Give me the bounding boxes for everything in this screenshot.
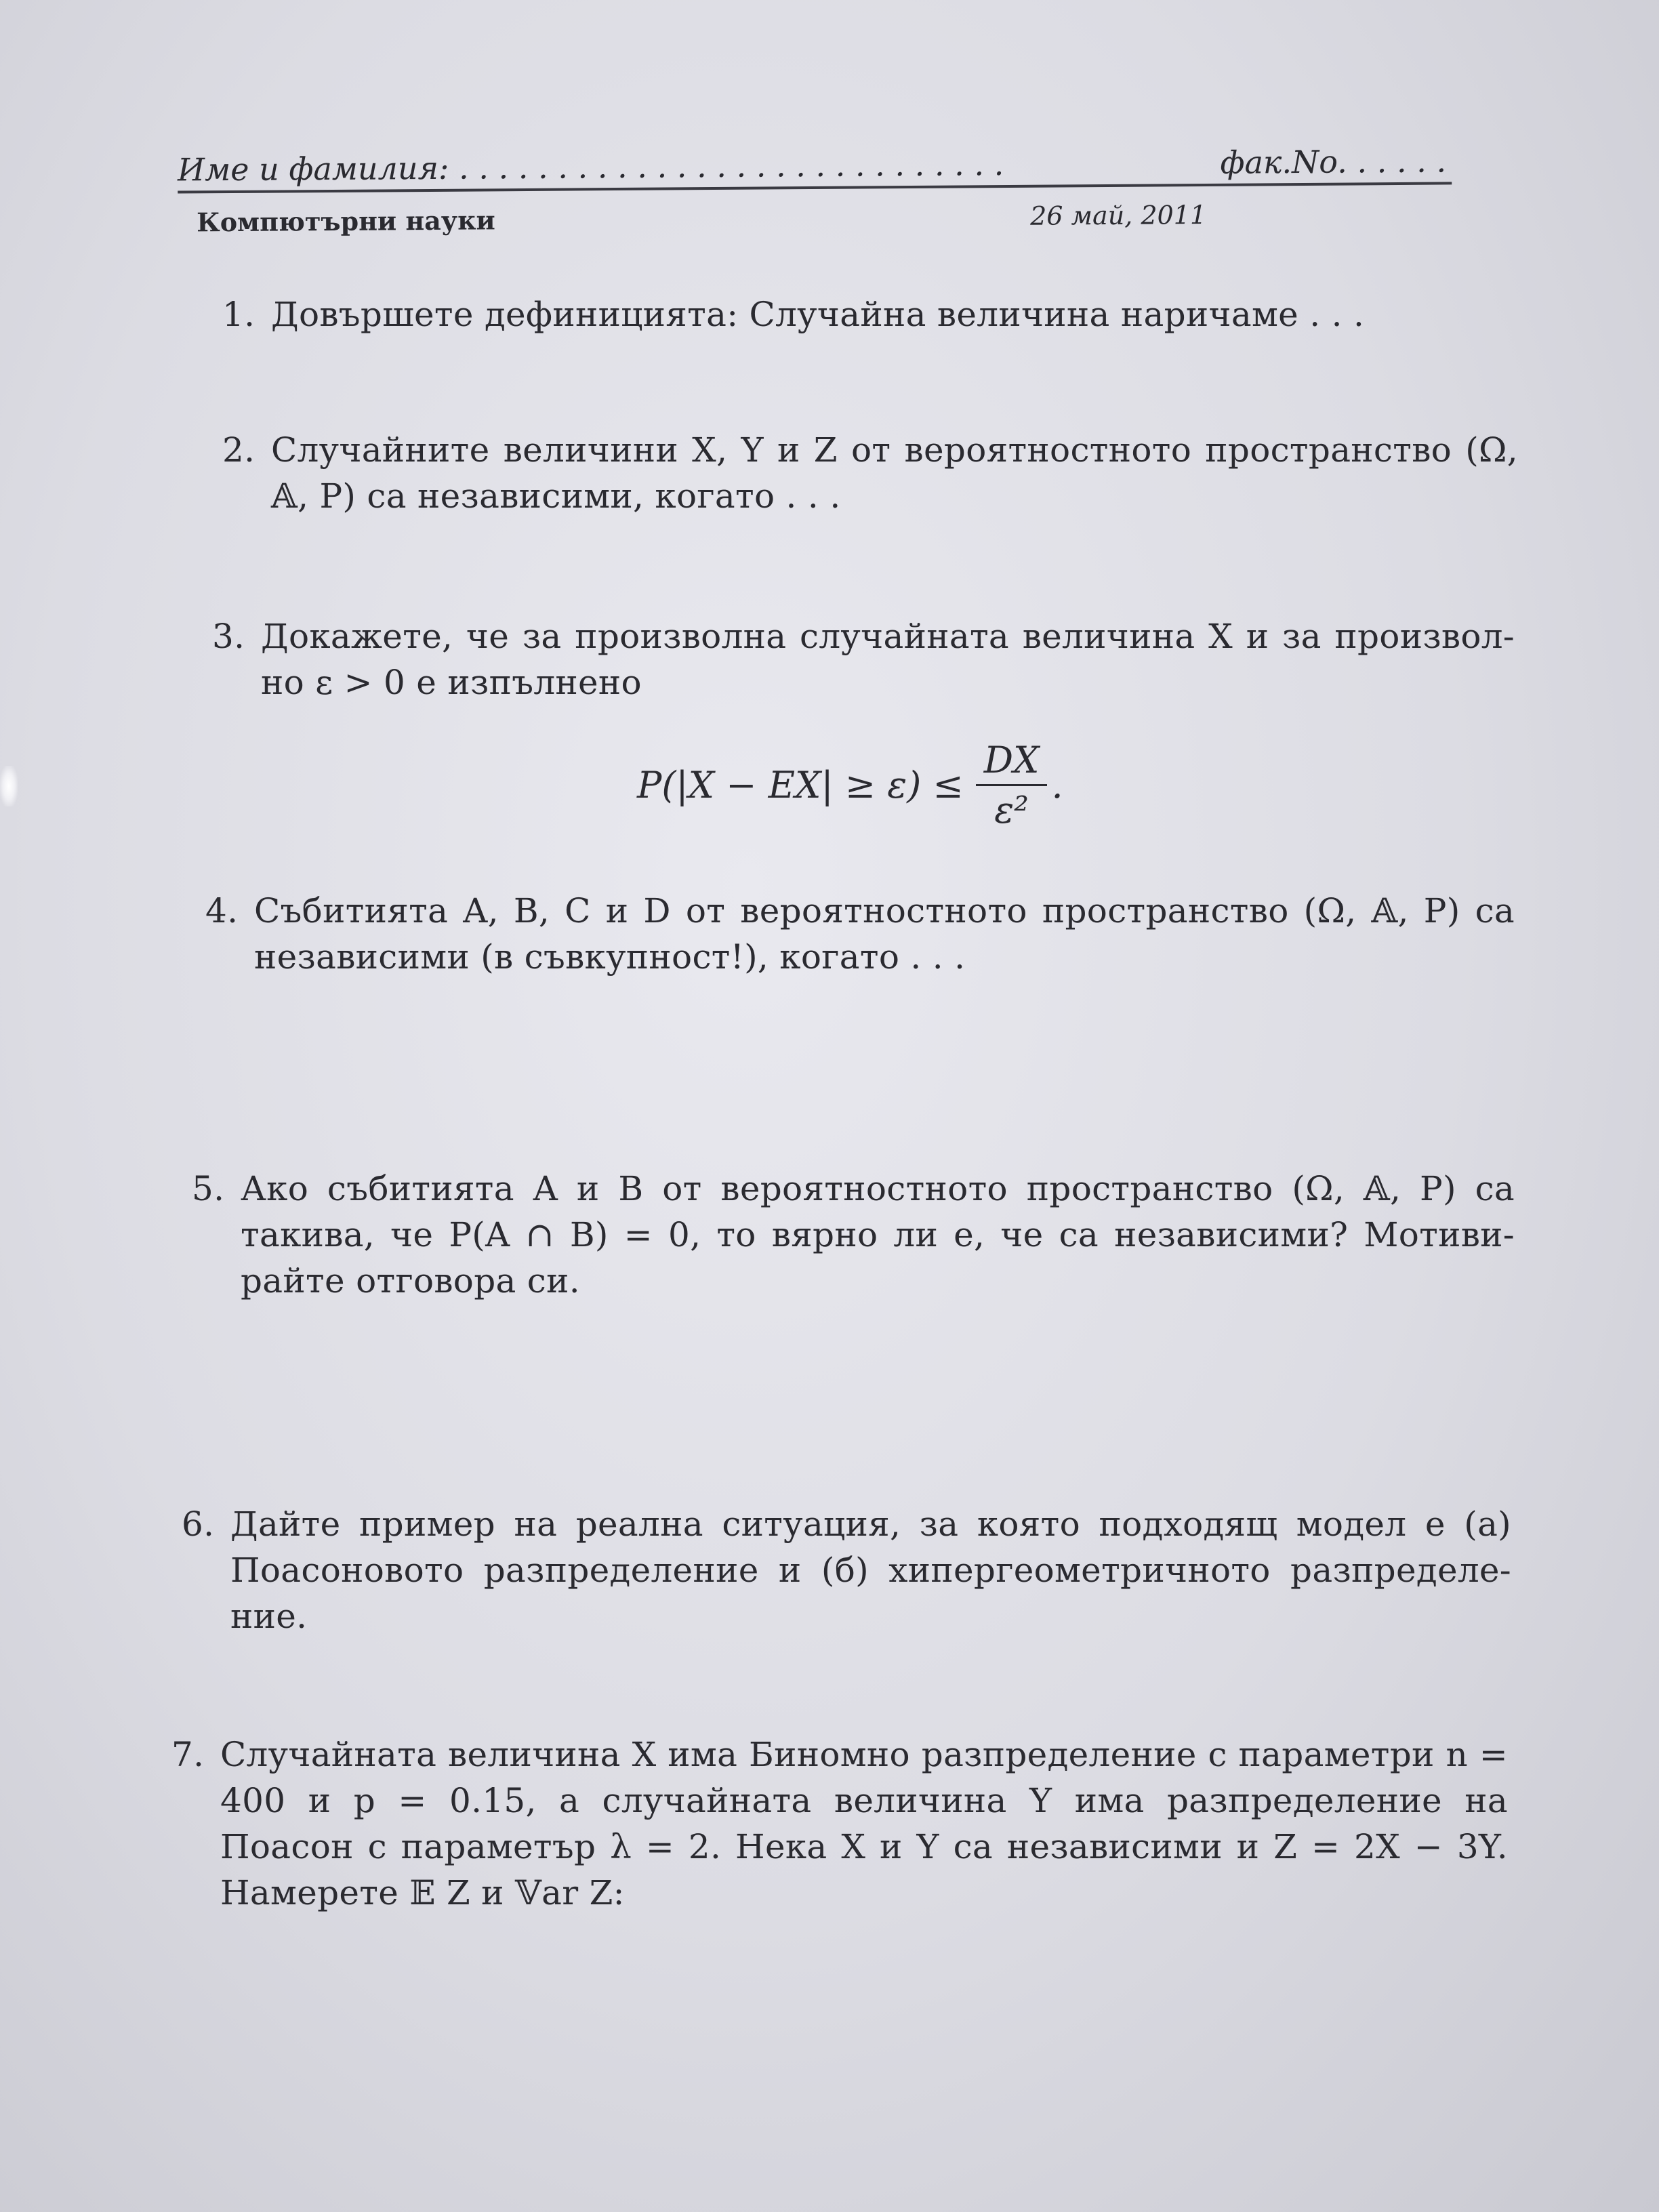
question-text: Събитията A, B, C и D от вероятностното пространство (Ω, 𝔸, P) са независими (в съвкупност!), когато . . . [254, 891, 1515, 977]
question-number: 3. [212, 617, 245, 656]
formula-fraction [976, 739, 1048, 832]
question-4 [205, 888, 1515, 980]
question-number: 5. [192, 1169, 225, 1208]
question-number: 7. [171, 1735, 205, 1774]
question-number: 1. [222, 295, 255, 334]
question-number: 2. [222, 430, 255, 470]
faculty-number-label: фак.No. . . . . . [1220, 142, 1447, 181]
question-1 [222, 291, 1423, 337]
chebyshev-inequality [637, 739, 1063, 832]
exam-date: 26 май, 2011 [1029, 199, 1207, 231]
question-text: Докажете, че за произволна случайната величина X и за произвол-но ε > 0 е изпълнено [261, 617, 1515, 702]
question-text: Случайните величини X, Y и Z от вероятностното пространство (Ω, 𝔸, P) са независими, когато . . . [271, 430, 1518, 516]
formula-lhs: P(|X − EX| ≥ ε) ≤ [637, 764, 964, 806]
formula-numerator: DX [976, 739, 1048, 786]
question-number: 6. [182, 1504, 215, 1544]
question-3 [212, 613, 1515, 705]
name-field-label: Име и фамилия: . . . . . . . . . . . . . . . . . . . . . . . . . . . . [177, 146, 1004, 188]
question-number: 4. [205, 891, 239, 930]
department-label: Компютърни науки [197, 205, 495, 238]
question-6 [182, 1501, 1511, 1639]
question-text: Случайната величина X има Биномно разпределение с параметри n = 400 и p = 0.15, а случайната величина Y има разпределение на Поасон с параметър λ = 2. Нека X и Y са независими и Z = 2X − 3Y. Намерете 𝔼 Z и 𝕍ar Z: [220, 1735, 1508, 1912]
formula-end: . [1051, 764, 1063, 806]
question-text: Дайте пример на реална ситуация, за която подходящ модел е (а) Поасоновото разпределение и (б) хипергеометричното разпределе-ние. [230, 1504, 1511, 1636]
question-5 [192, 1166, 1515, 1304]
question-text: Довършете дефиницията: Случайна величина наричаме . . . [271, 295, 1365, 334]
formula-denominator: ε² [994, 789, 1029, 832]
header-name-line [178, 134, 1452, 193]
question-text: Ако събитията A и B от вероятностното пространство (Ω, 𝔸, P) са такива, че P(A ∩ B) = 0, то вярно ли е, че са независими? Мотиви-райте отговора си. [241, 1169, 1515, 1300]
question-7 [171, 1732, 1508, 1916]
header-info-line [197, 199, 1240, 238]
light-reflection [0, 766, 18, 806]
question-2 [222, 427, 1518, 519]
